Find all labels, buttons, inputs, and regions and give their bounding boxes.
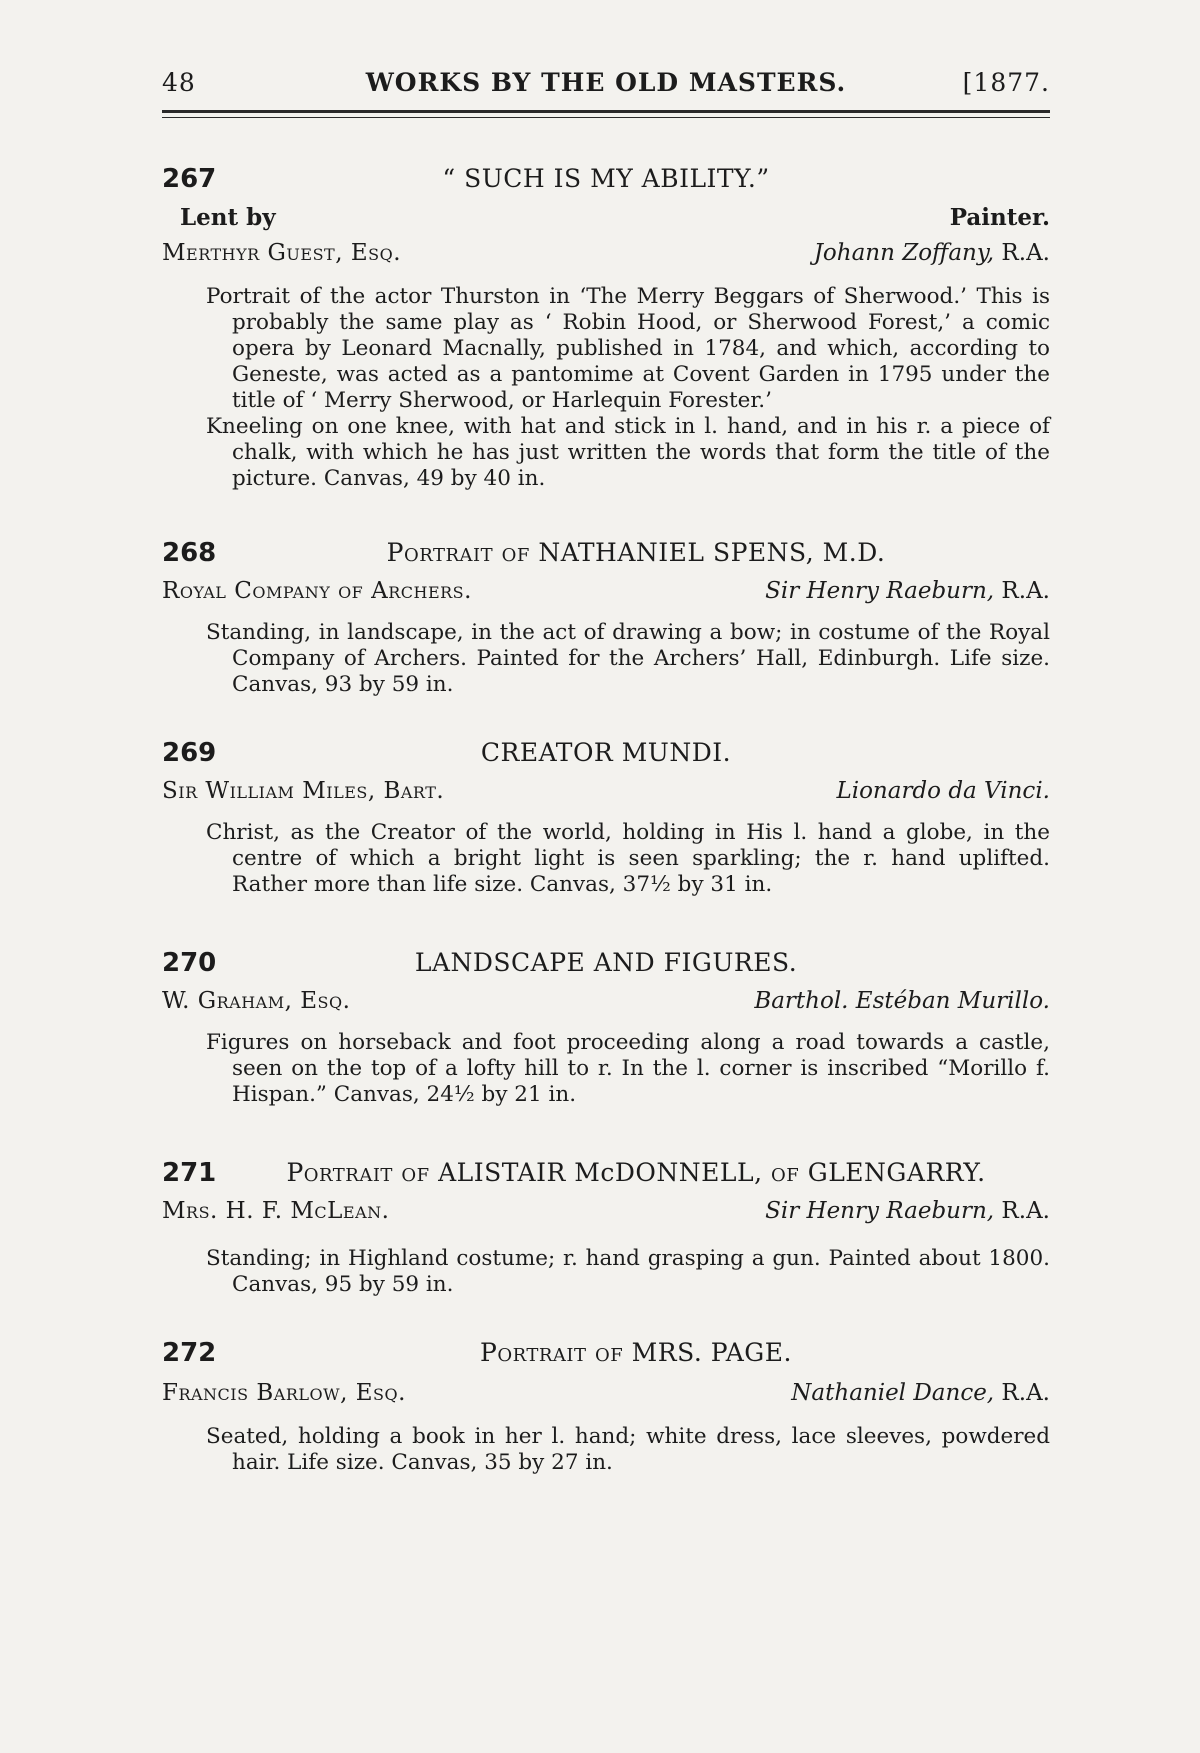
header-rule-thick bbox=[162, 110, 1050, 113]
description-paragraph: Standing, in landscape, in the act of drawing a bow; in costume of the Royal Company of Archers. Painted for the Archers’ Hall, Edinburgh. Life size. Canvas, 93 by 59 in. bbox=[206, 620, 1050, 697]
entry-description bbox=[206, 1424, 1050, 1476]
running-header bbox=[162, 62, 1050, 102]
entry-number: 271 bbox=[162, 1158, 217, 1188]
header-year: [1877. bbox=[962, 68, 1050, 97]
painter bbox=[754, 988, 1050, 1014]
painter-name: Sir Henry Raeburn, bbox=[765, 578, 995, 604]
entry-title bbox=[222, 1158, 1050, 1187]
painter bbox=[791, 1380, 1050, 1406]
entry-number: 272 bbox=[162, 1338, 217, 1368]
painter-name: Sir Henry Raeburn, bbox=[765, 1198, 995, 1224]
description-paragraph: Kneeling on one knee, with hat and stick in l. hand, and in his r. a piece of chalk, with which he has just written the words that form the title of the picture. Canvas, 49 by 40 in. bbox=[206, 414, 1050, 491]
painter bbox=[765, 1198, 1050, 1224]
entry-title: CREATOR MUNDI. bbox=[480, 738, 732, 767]
painter-suffix: R.A. bbox=[994, 1198, 1050, 1224]
catalogue-entry-269 bbox=[162, 738, 1050, 908]
painter-suffix: R.A. bbox=[994, 240, 1050, 266]
lender: Sir William Miles, Bart. bbox=[162, 778, 445, 804]
painter bbox=[814, 240, 1050, 266]
entry-title bbox=[222, 538, 1050, 567]
lender: W. Graham, Esq. bbox=[162, 988, 351, 1014]
page-title: WORKS BY THE OLD MASTERS. bbox=[365, 68, 847, 97]
painter bbox=[836, 778, 1050, 804]
entry-number: 270 bbox=[162, 948, 217, 978]
title-prefix: Portrait of bbox=[286, 1158, 430, 1187]
description-paragraph: Christ, as the Creator of the world, holding in His l. hand a globe, in the centre of which a bright light is seen sparkling; the r. hand uplifted. Rather more than life size. Canvas, 37½ by 31 in. bbox=[206, 820, 1050, 897]
header-rule-thin bbox=[162, 117, 1050, 118]
catalogue-entry-272 bbox=[162, 1338, 1050, 1488]
title-prefix: Portrait of bbox=[480, 1338, 624, 1367]
title-end: GLENGARRY. bbox=[807, 1158, 986, 1187]
entry-title: “ SUCH IS MY ABILITY.” bbox=[442, 164, 770, 193]
entry-description bbox=[206, 820, 1050, 898]
catalogue-entry-270 bbox=[162, 948, 1050, 1118]
lender: Francis Barlow, Esq. bbox=[162, 1380, 406, 1406]
lender: Merthyr Guest, Esq. bbox=[162, 240, 402, 266]
entry-number: 267 bbox=[162, 164, 217, 194]
painter-suffix: R.A. bbox=[994, 1380, 1050, 1406]
entry-description bbox=[206, 620, 1050, 698]
entry-description bbox=[206, 284, 1050, 492]
title-text: ALISTAIR McDONNELL, bbox=[438, 1158, 763, 1187]
painter-name: Lionardo da Vinci. bbox=[836, 778, 1050, 804]
painter-name: Nathaniel Dance, bbox=[791, 1380, 995, 1406]
lent-by-label: Lent by bbox=[180, 204, 276, 231]
catalogue-entry-271 bbox=[162, 1158, 1050, 1308]
title-mid: of bbox=[771, 1158, 800, 1187]
lender: Mrs. H. F. McLean. bbox=[162, 1198, 390, 1224]
title-prefix: Portrait of bbox=[386, 538, 530, 567]
description-paragraph: Figures on horseback and foot proceeding along a road towards a castle, seen on the top of a lofty hill to r. In the l. corner is inscribed “Morillo f. Hispan.” Canvas, 24½ by 21 in. bbox=[206, 1030, 1050, 1107]
title-text: MRS. PAGE. bbox=[631, 1338, 792, 1367]
entry-number: 269 bbox=[162, 738, 217, 768]
page-number: 48 bbox=[162, 68, 196, 97]
lender: Royal Company of Archers. bbox=[162, 578, 472, 604]
entry-description bbox=[206, 1030, 1050, 1108]
catalogue-entry-268 bbox=[162, 538, 1050, 708]
painter-name: Barthol. Estéban Murillo. bbox=[754, 988, 1050, 1014]
painter bbox=[765, 578, 1050, 604]
description-paragraph: Portrait of the actor Thurston in ‘The Merry Beggars of Sherwood.’ This is probably the same play as ‘ Robin Hood, or Sherwood Forest,’ a comic opera by Leonard Macnally, published in 1784, and which, according to Geneste, was acted as a pantomime at Covent Garden in 1795 under the title of ‘ Merry Sherwood, or Harlequin Forester.’ bbox=[206, 284, 1050, 413]
entry-title bbox=[222, 1338, 1050, 1367]
description-paragraph: Seated, holding a book in her l. hand; white dress, lace sleeves, powdered hair. Life size. Canvas, 35 by 27 in. bbox=[206, 1424, 1050, 1475]
entry-number: 268 bbox=[162, 538, 217, 568]
description-paragraph: Standing; in Highland costume; r. hand grasping a gun. Painted about 1800. Canvas, 95 by 59 in. bbox=[206, 1246, 1050, 1297]
title-text: NATHANIEL SPENS, M.D. bbox=[538, 538, 886, 567]
entry-title: LANDSCAPE AND FIGURES. bbox=[414, 948, 798, 977]
entry-description bbox=[206, 1246, 1050, 1298]
painter-label: Painter. bbox=[949, 204, 1050, 231]
catalogue-entry-267 bbox=[162, 164, 1050, 494]
painter-suffix: R.A. bbox=[994, 578, 1050, 604]
painter-name: Johann Zoffany, bbox=[813, 240, 995, 266]
